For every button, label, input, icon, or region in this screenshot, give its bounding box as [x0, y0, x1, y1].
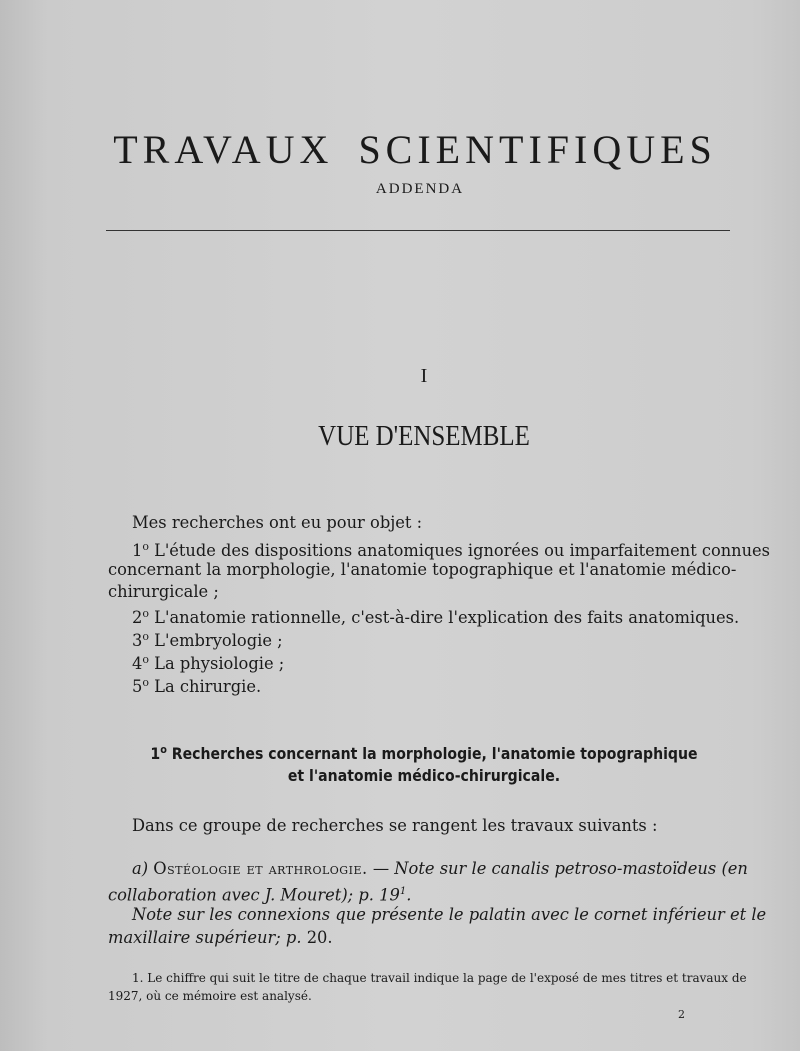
footnote-number: 1.: [132, 971, 144, 985]
list-item-number: 4: [132, 654, 143, 673]
group-intro: Dans ce groupe de recherches se rangent les travaux suivants :: [132, 816, 658, 835]
list-item-number: 2: [132, 608, 143, 627]
entry-work-title: Note sur le canalis petroso-mastoïdeus (en: [394, 859, 748, 878]
subsection-heading-line2: et l'anatomie médico-chirurgicale.: [287, 766, 561, 785]
main-title: TRAVAUX SCIENTIFIQUES: [113, 127, 717, 172]
list-item-number: 1: [132, 541, 143, 560]
list-item-text: La physiologie ;: [148, 654, 285, 673]
list-item-1: 1$^o$ L'étude des dispositions anatomiques ignorées ou imparfaitement connues: [132, 540, 770, 560]
footnote-ref: 1: [399, 886, 407, 897]
list-item-text: La chirurgie.: [148, 677, 262, 696]
subsection-heading-line1: 1$^o$ Recherches concernant la morphologie, l'anatomie topographique: [150, 743, 698, 763]
entry-a-work2-line1: Note sur les connexions que présente le palatin avec le cornet inférieur et le: [132, 905, 767, 924]
entry-category: Ostéologie et arthrologie.: [153, 859, 368, 878]
entry-a-line2: collaboration avec J. Mouret); p. $19^1$.: [108, 885, 412, 905]
section-number: I: [420, 365, 428, 387]
page-number: 2: [678, 1008, 685, 1021]
list-item-1-cont2: chirurgicale ;: [108, 582, 219, 601]
intro-lead: Mes recherches ont eu pour objet :: [132, 513, 423, 532]
entry-a-work2-line2: maxillaire supérieur; p. 20.: [108, 928, 333, 947]
list-item-4: 4$^o$ La physiologie ;: [132, 653, 285, 673]
header-rule: [106, 230, 730, 231]
section-title: VUE D'ENSEMBLE: [318, 420, 530, 452]
list-item-number: 3: [132, 631, 143, 650]
list-item-number: 5: [132, 677, 143, 696]
entry-a-line1: a) Ostéologie et arthrologie. — Note sur le canalis petroso-mastoïdeus (en: [132, 859, 748, 878]
list-item-3: 3$^o$ L'embryologie ;: [132, 630, 283, 650]
footnote-line2: 1927, où ce mémoire est analysé.: [108, 989, 312, 1003]
list-item-text: L'étude des dispositions anatomiques ignorées ou imparfaitement connues: [148, 541, 770, 560]
list-item-5: 5$^o$ La chirurgie.: [132, 676, 262, 696]
footnote-line1: 1. Le chiffre qui suit le titre de chaque travail indique la page de l'exposé de mes titres et travaux de: [132, 971, 747, 985]
subtitle: ADDENDA: [375, 181, 465, 197]
entry-label: a): [132, 859, 149, 878]
list-item-text: L'anatomie rationnelle, c'est-à-dire l'explication des faits anatomiques.: [148, 608, 740, 627]
list-item-1-cont: concernant la morphologie, l'anatomie topographique et l'anatomie médico-: [108, 560, 737, 579]
list-item-text: L'embryologie ;: [148, 631, 283, 650]
list-item-2: 2$^o$ L'anatomie rationnelle, c'est-à-dire l'explication des faits anatomiques.: [132, 607, 740, 627]
